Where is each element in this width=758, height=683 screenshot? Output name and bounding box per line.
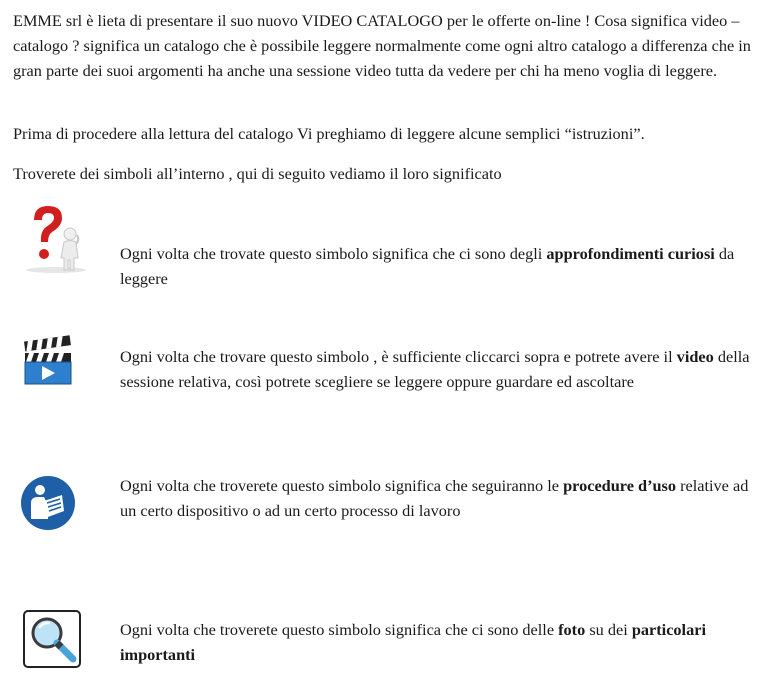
intro-paragraph: EMME srl è lieta di presentare il suo nuovo VIDEO CATALOGO per le offerte on-line ! Cosa significa video – catalogo ? significa un catalogo che è possibile leggere normalmente come ogni altro catalogo a differenza che in gran parte dei suoi argomenti ha anche una sessione video tutta da vedere per chi ha meno voglia di leggere. [13,11,751,80]
symbol-description-video: Ogni volta che trovare questo simbolo , è sufficiente cliccarci sopra e potrete avere il video della sessione relativa, così potrete scegliere se leggere oppure guardare ed ascoltare [120,347,750,391]
magnifier-icon [23,610,81,668]
bold-text: video [676,347,714,366]
bold-text: procedure d’uso [563,476,677,495]
video-clapperboard-icon [22,334,74,386]
bold-text: approfondimenti curiosi [546,244,715,263]
bold-text: foto [558,620,586,639]
bold-text: particolari importanti [120,620,706,664]
symbol-description-curiosi: Ogni volta che trovate questo simbolo significa che ci sono degli approfondimenti curiosi da leggere [120,244,735,288]
question-person-icon [14,202,92,274]
instructions-paragraph: Prima di procedere alla lettura del catalogo Vi preghiamo di leggere alcune semplici “istruzioni”. [13,124,645,143]
symbol-description-foto: Ogni volta che troverete questo simbolo significa che ci sono delle foto su dei particolari importanti [120,620,706,664]
symbol-description-procedure: Ogni volta che troverete questo simbolo significa che seguiranno le procedure d’uso relative ad un certo dispositivo o ad un certo processo di lavoro [120,476,749,520]
reading-manual-icon [20,475,76,531]
symbols-intro-paragraph: Troverete dei simboli all’interno , qui di seguito vediamo il loro significato [13,164,502,183]
